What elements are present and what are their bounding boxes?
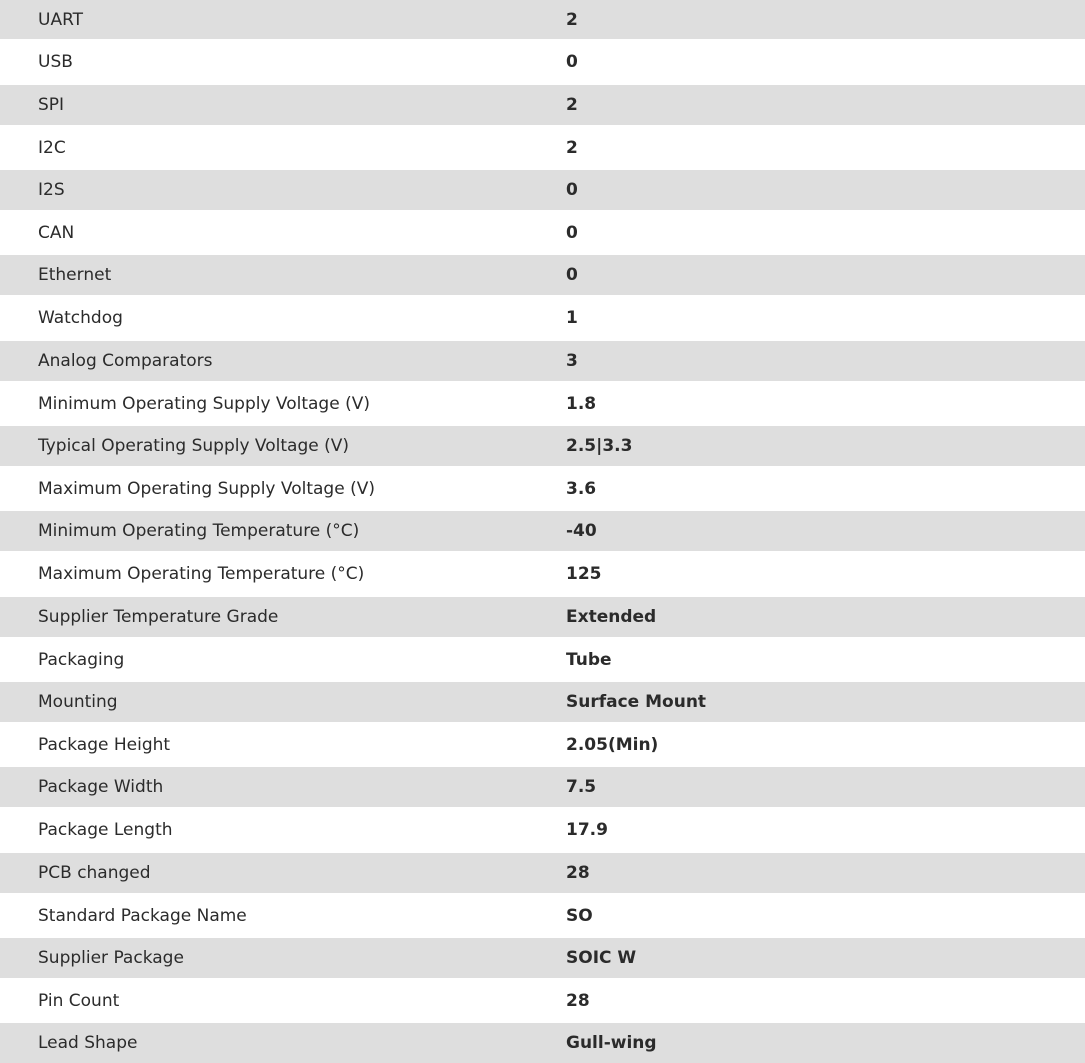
spec-value: Gull-wing	[566, 1033, 657, 1053]
spec-value: 2.05(Min)	[566, 734, 659, 755]
spec-label: Minimum Operating Supply Voltage (V)	[38, 393, 370, 414]
spec-label: Analog Comparators	[38, 351, 213, 371]
spec-label: Supplier Temperature Grade	[38, 607, 279, 627]
spec-value: 3.6	[566, 478, 597, 499]
spec-row-max-temperature	[0, 551, 1085, 597]
spec-value: 0	[566, 265, 578, 285]
spec-label: Standard Package Name	[38, 905, 247, 926]
spec-label: SPI	[38, 95, 65, 115]
spec-row-standard-package-name	[0, 893, 1085, 938]
spec-value: 2	[566, 9, 578, 30]
spec-label: UART	[38, 9, 84, 30]
spec-row-package-length	[0, 807, 1085, 853]
spec-value: 3	[566, 351, 578, 371]
spec-label: Lead Shape	[38, 1033, 138, 1053]
spec-value: 0	[566, 222, 578, 243]
spec-row-usb	[0, 39, 1085, 85]
spec-value: Surface Mount	[566, 692, 707, 712]
spec-value: 1.8	[566, 393, 597, 414]
spec-row-pin-count	[0, 978, 1085, 1023]
spec-value: Tube	[566, 649, 612, 670]
spec-value: 2.5|3.3	[566, 436, 633, 456]
spec-value: Extended	[566, 607, 657, 627]
spec-value: 125	[566, 564, 602, 584]
spec-row-min-supply-voltage	[0, 381, 1085, 426]
spec-value: 2	[566, 95, 578, 115]
spec-row-temperature-grade	[0, 597, 1085, 637]
spec-row-i2s	[0, 170, 1085, 210]
spec-row-watchdog	[0, 295, 1085, 341]
spec-label: USB	[38, 52, 73, 72]
spec-row-supplier-package	[0, 938, 1085, 978]
spec-row-packaging	[0, 637, 1085, 682]
spec-label: CAN	[38, 222, 75, 243]
spec-row-uart	[0, 0, 1085, 39]
spec-row-can	[0, 210, 1085, 255]
spec-label: Pin Count	[38, 990, 120, 1011]
spec-row-mounting	[0, 682, 1085, 722]
spec-label: Maximum Operating Supply Voltage (V)	[38, 478, 375, 499]
spec-row-i2c	[0, 125, 1085, 170]
spec-value: 1	[566, 308, 578, 328]
spec-value: -40	[566, 521, 597, 541]
spec-label: I2S	[38, 180, 65, 200]
spec-label: Maximum Operating Temperature (°C)	[38, 564, 365, 584]
spec-label: Mounting	[38, 692, 118, 712]
spec-value: 2	[566, 137, 578, 158]
spec-label: I2C	[38, 137, 66, 158]
spec-row-pcb-changed	[0, 853, 1085, 893]
spec-label: Package Length	[38, 820, 173, 840]
spec-label: Minimum Operating Temperature (°C)	[38, 521, 360, 541]
spec-row-analog-comparators	[0, 341, 1085, 381]
spec-label: Watchdog	[38, 308, 123, 328]
spec-row-lead-shape	[0, 1023, 1085, 1063]
spec-row-typ-supply-voltage	[0, 426, 1085, 466]
spec-row-package-width	[0, 767, 1085, 807]
spec-value: 7.5	[566, 777, 597, 797]
spec-label: Packaging	[38, 649, 125, 670]
spec-row-ethernet	[0, 255, 1085, 295]
spec-label: Ethernet	[38, 265, 112, 285]
spec-value: SO	[566, 905, 593, 926]
spec-row-min-temperature	[0, 511, 1085, 551]
spec-label: Typical Operating Supply Voltage (V)	[38, 436, 349, 456]
spec-row-package-height	[0, 722, 1085, 767]
spec-label: Supplier Package	[38, 948, 184, 968]
spec-row-spi	[0, 85, 1085, 125]
spec-row-max-supply-voltage	[0, 466, 1085, 511]
spec-label: PCB changed	[38, 863, 151, 883]
spec-value: 28	[566, 990, 590, 1011]
spec-value: 0	[566, 180, 578, 200]
spec-label: Package Height	[38, 734, 171, 755]
spec-value: 0	[566, 52, 578, 72]
spec-value: SOIC W	[566, 948, 637, 968]
spec-value: 28	[566, 863, 590, 883]
spec-label: Package Width	[38, 777, 164, 797]
spec-value: 17.9	[566, 820, 608, 840]
